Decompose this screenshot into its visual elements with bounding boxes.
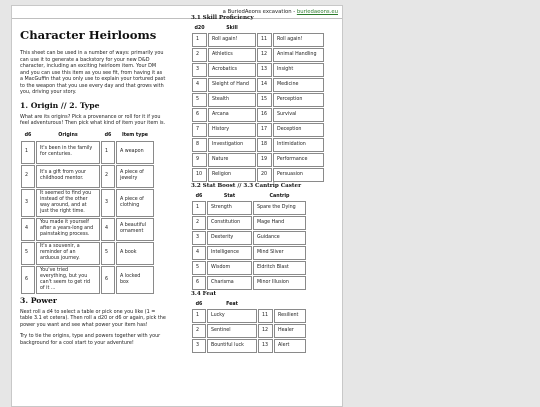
feat-table-cell: 3 xyxy=(192,339,206,353)
origins-table-cell: A weapon xyxy=(116,141,154,164)
origins-table-row xyxy=(21,266,154,294)
stat-table-header-row xyxy=(192,193,306,200)
stat-table-cell: Charisma xyxy=(207,276,252,290)
skill-table-cell: 20 xyxy=(257,168,272,182)
stat-table-cell: Dexterity xyxy=(207,231,252,245)
skill-table-row xyxy=(192,48,324,62)
page-title: Character Heirlooms xyxy=(20,28,157,42)
stat-heading: 3.2 Stat Boost // 3.3 Cantrip Caster xyxy=(191,183,302,189)
origins-table-header-cell: d6 xyxy=(104,133,112,138)
stat-table-row xyxy=(192,201,306,215)
origins-table-cell: A piece of jewelry xyxy=(116,165,154,188)
stat-table-header-cell: Stat xyxy=(223,193,236,199)
origins-table-header-cell: d6 xyxy=(24,133,32,138)
feat-table-cell: 1 xyxy=(192,309,206,323)
skill-table-cell: Acrobatics xyxy=(208,63,256,77)
skill-table-cell: 2 xyxy=(192,48,207,62)
stat-table-row xyxy=(192,261,306,275)
stat-table-row xyxy=(192,246,306,260)
origins-table-header-cell: Item type xyxy=(121,133,149,138)
skill-table-cell: Investigation xyxy=(208,138,256,152)
skill-table-cell: 9 xyxy=(192,153,207,167)
origins-table-header-row xyxy=(21,133,154,140)
right-column xyxy=(191,15,337,354)
stat-table-cell: 6 xyxy=(192,276,206,290)
skill-table-cell: 12 xyxy=(257,48,272,62)
skill-table-cell: 16 xyxy=(257,108,272,122)
stat-table-cell: Strength xyxy=(207,201,252,215)
origins-table-row xyxy=(21,141,154,164)
origins-table-header-cell: Origins xyxy=(58,133,78,138)
skill-table-cell: Stealth xyxy=(208,93,256,107)
feat-table-cell: Sentinel xyxy=(207,324,257,338)
stat-table-cell: Wisdom xyxy=(207,261,252,275)
skill-table-cell: Roll again! xyxy=(273,33,324,47)
origins-table-cell: You made it yourself after a years-long and painstaking process. xyxy=(36,218,100,241)
skill-table-header-cell xyxy=(273,25,324,32)
stat-table-cell: 4 xyxy=(192,246,206,260)
feat-table-header-row xyxy=(192,301,306,308)
skill-table-cell: 3 xyxy=(192,63,207,77)
skill-table-cell: Sleight of Hand xyxy=(208,78,256,92)
stat-table-row xyxy=(192,231,306,245)
stat-table-cell: 5 xyxy=(192,261,206,275)
origins-table-cell: It seemed to find you instead of the other way around, and at just the right time. xyxy=(36,189,100,217)
stat-table-cell: Guidance xyxy=(253,231,306,245)
skill-table-row xyxy=(192,108,324,122)
power-text-2: Try to tie the origins, type and powers together with your background for a cool start to your adventure! xyxy=(20,333,161,346)
feat-heading: 3.4 Feat xyxy=(191,291,217,297)
skill-table-cell: Animal Handling xyxy=(273,48,324,62)
origins-table-cell: 1 xyxy=(101,141,115,164)
power-heading: 3. Power xyxy=(20,295,57,305)
origins-table-cell: 4 xyxy=(101,218,115,241)
feat-table-header-cell: d6 xyxy=(195,301,203,307)
power-text-1: Next roll a d4 to select a table or pick one you like (1 = table 3.1 et cetera). Then roll a d20 or d6 or again, pick the power you want and see what power your item has! xyxy=(20,308,166,328)
skill-table-cell: 17 xyxy=(257,123,272,137)
stat-table-cell: Intelligence xyxy=(207,246,252,260)
skill-table-header-row xyxy=(192,25,324,32)
skill-table-cell: 8 xyxy=(192,138,207,152)
origins-table-cell: A locked box xyxy=(116,266,154,294)
skill-table-cell: 6 xyxy=(192,108,207,122)
feat-table-cell: 11 xyxy=(258,309,273,323)
stat-table-cell: Spare the Dying xyxy=(253,201,306,215)
skill-table-cell: Perception xyxy=(273,93,324,107)
skill-table-header-cell xyxy=(257,25,272,32)
skill-heading: 3.1 Skill Proficiency xyxy=(191,15,254,21)
origins-table-row xyxy=(21,165,154,188)
skill-table-row xyxy=(192,78,324,92)
origins-table-row xyxy=(21,242,154,265)
skill-table-cell: Athletics xyxy=(208,48,256,62)
skill-table-cell: 10 xyxy=(192,168,207,182)
origins-table-cell: It's a souvenir, a reminder of an arduous journey. xyxy=(36,242,100,265)
feat-table-cell: Resilient xyxy=(274,309,306,323)
skill-table-row xyxy=(192,153,324,167)
feat-table-row xyxy=(192,324,306,338)
skill-table-row xyxy=(192,33,324,47)
skill-table-cell: 5 xyxy=(192,93,207,107)
feat-table-header-cell xyxy=(258,301,273,308)
document-page xyxy=(11,5,343,407)
origin-heading: 1. Origin // 2. Type xyxy=(20,100,100,110)
intro-text: This sheet can be used in a number of ways: primarily you can use it to generate a backstory for your new D&D character, including an exciting heirloom item. Your DM and you can use this item as you see fit, from having it as a MacGuffin that you only use to explain your tortured past to the weapon that you use every day and that grows with you, driving your story. xyxy=(20,50,166,95)
origin-text: What are its origins? Pick a provenance or roll for it if you feel adventurous! Then pick what kind of item your item is. xyxy=(20,113,166,126)
skill-table-cell: Roll again! xyxy=(208,33,256,47)
stat-table-cell: Minor Illusion xyxy=(253,276,306,290)
origins-table-cell: 4 xyxy=(21,218,35,241)
stat-table xyxy=(191,192,307,291)
skill-table-header-cell: d20 xyxy=(194,25,205,31)
skill-table-row xyxy=(192,123,324,137)
origins-table xyxy=(20,132,155,295)
origins-table-cell: A book xyxy=(116,242,154,265)
skill-table-cell: Performance xyxy=(273,153,324,167)
feat-table-row xyxy=(192,339,306,353)
origins-table-cell: A beautiful ornament xyxy=(116,218,154,241)
origins-table-row xyxy=(21,189,154,217)
skill-table-row xyxy=(192,63,324,77)
skill-table-header-cell: Skill xyxy=(226,25,238,31)
site-link[interactable]: buriedaeons.eu xyxy=(296,9,338,15)
stat-table-header-cell: d6 xyxy=(195,193,203,199)
skill-table xyxy=(191,24,325,183)
stat-table-cell: 2 xyxy=(192,216,206,230)
stat-table-cell: 3 xyxy=(192,231,206,245)
skill-table-cell: Intimidation xyxy=(273,138,324,152)
skill-table-cell: Insight xyxy=(273,63,324,77)
skill-table-cell: 11 xyxy=(257,33,272,47)
origins-table-cell: 3 xyxy=(21,189,35,217)
feat-table-cell: Healer xyxy=(274,324,306,338)
stat-table-header-cell: Cantrip xyxy=(269,193,290,199)
feat-table-cell: Bountiful luck xyxy=(207,339,257,353)
skill-table-row xyxy=(192,168,324,182)
skill-table-cell: 14 xyxy=(257,78,272,92)
feat-table-cell: 13 xyxy=(258,339,273,353)
origins-table-cell: 6 xyxy=(21,266,35,294)
skill-table-cell: 15 xyxy=(257,93,272,107)
skill-table-cell: 7 xyxy=(192,123,207,137)
skill-table-row xyxy=(192,138,324,152)
stat-table-row xyxy=(192,216,306,230)
origins-table-cell: 3 xyxy=(101,189,115,217)
origins-table-cell: It's been in the family for centuries. xyxy=(36,141,100,164)
skill-table-cell: 4 xyxy=(192,78,207,92)
feat-table xyxy=(191,300,307,354)
feat-table-cell: Lucky xyxy=(207,309,257,323)
origins-table-cell: You've tried everything, but you can't seem to get rid of it ... xyxy=(36,266,100,294)
skill-table-cell: Medicine xyxy=(273,78,324,92)
origins-table-row xyxy=(21,218,154,241)
stat-table-cell: Mind Sliver xyxy=(253,246,306,260)
stat-table-cell: 1 xyxy=(192,201,206,215)
origins-table-cell: A piece of clothing xyxy=(116,189,154,217)
skill-table-row xyxy=(192,93,324,107)
origins-table-cell: 5 xyxy=(101,242,115,265)
skill-table-cell: Survival xyxy=(273,108,324,122)
origins-table-cell: It's a gift from your childhood mentor. xyxy=(36,165,100,188)
origins-table-cell: 1 xyxy=(21,141,35,164)
feat-table-header-cell xyxy=(274,301,306,308)
stat-table-cell: Constitution xyxy=(207,216,252,230)
origins-table-cell: 2 xyxy=(21,165,35,188)
origins-table-cell: 5 xyxy=(21,242,35,265)
origins-table-cell: 6 xyxy=(101,266,115,294)
skill-table-cell: 1 xyxy=(192,33,207,47)
feat-table-row xyxy=(192,309,306,323)
skill-table-cell: History xyxy=(208,123,256,137)
skill-table-cell: Persuasion xyxy=(273,168,324,182)
skill-table-cell: 13 xyxy=(257,63,272,77)
feat-table-cell: 12 xyxy=(258,324,273,338)
feat-table-cell: 2 xyxy=(192,324,206,338)
feat-table-header-cell: Feat xyxy=(226,301,238,307)
skill-table-cell: Religion xyxy=(208,168,256,182)
skill-table-cell: Nature xyxy=(208,153,256,167)
origins-table-cell: 2 xyxy=(101,165,115,188)
skill-table-cell: 18 xyxy=(257,138,272,152)
skill-table-cell: Deception xyxy=(273,123,324,137)
left-column xyxy=(20,28,166,351)
stat-table-cell: Mage Hand xyxy=(253,216,306,230)
skill-table-cell: 19 xyxy=(257,153,272,167)
stat-table-row xyxy=(192,276,306,290)
feat-table-cell: Alert xyxy=(274,339,306,353)
skill-table-cell: Arcana xyxy=(208,108,256,122)
stat-table-cell: Eldritch Blast xyxy=(253,261,306,275)
site-header-prefix: a BuriedAeons excavation - xyxy=(222,9,297,15)
